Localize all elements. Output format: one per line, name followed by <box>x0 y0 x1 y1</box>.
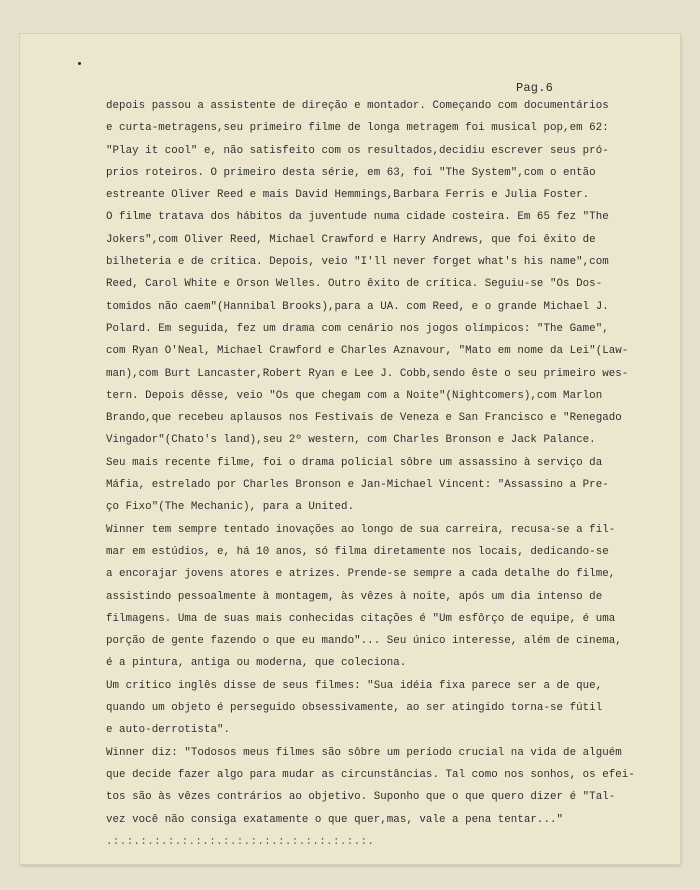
text-line: bilheteria e de crítica. Depois, veio "I'll never forget what's his name",com <box>106 256 609 269</box>
text-line: O filme tratava dos hábitos da juventude numa cidade costeira. Em 65 fez "The <box>106 211 609 224</box>
text-line: e auto-derrotista". <box>106 724 231 737</box>
dotted-end-line: .:.:.:.:.:.:.:.:.:.:.:.:.:.:.:.:.:.:.:. <box>106 835 375 848</box>
text-line: é a pintura, antiga ou moderna, que coleciona. <box>106 657 407 670</box>
text-line: depois passou a assistente de direção e montador. Começando com documentários <box>106 100 609 112</box>
text-line: assistindo pessoalmente à montagem, às vêzes à noite, após um dia intenso de <box>106 590 603 603</box>
text-line: tomidos não caem"(Hannibal Brooks),para a UA. com Reed, e o grande Michael J. <box>106 300 609 313</box>
text-line: Um crítico inglês disse de seus filmes: "Sua idéia fixa parece ser a de que, <box>106 679 603 692</box>
text-line: vez você não consiga exatamente o que quer,mas, vale a pena tentar..." <box>106 813 564 826</box>
text-line: porção de gente fazendo o que eu mando"... Seu único interesse, além de cinema, <box>106 635 622 648</box>
text-line: ço Fixo"(The Mechanic), para a United. <box>106 501 355 514</box>
text-line: estreante Oliver Reed e mais David Hemmings,Barbara Ferris e Julia Foster. <box>106 189 590 202</box>
text-line: Winner diz: "Todosos meus filmes são sôbre um período crucial na vida de alguém <box>106 746 622 759</box>
text-line: Seu mais recente filme, foi o drama policial sôbre um assassino à serviço da <box>106 456 603 469</box>
text-line: mar em estúdios, e, há 10 anos, só filma diretamente nos locais, dedicando-se <box>106 545 609 558</box>
document-body <box>106 95 635 853</box>
text-line: prios roteiros. O primeiro desta série, em 63, foi "The System",com o então <box>106 166 596 179</box>
ink-dot <box>78 62 81 65</box>
text-line: tos são às vêzes contrários ao objetivo. Suponho que o que quero dizer é "Tal- <box>106 791 616 804</box>
text-line: com Ryan O'Neal, Michael Crawford e Charles Aznavour, "Mato em nome da Lei"(Law- <box>106 345 629 358</box>
text-line: Jokers",com Oliver Reed, Michael Crawford e Harry Andrews, que foi êxito de <box>106 233 596 246</box>
text-line: que decide fazer algo para mudar as circunstâncias. Tal como nos sonhos, os efei- <box>106 768 635 781</box>
text-line: Winner tem sempre tentado inovações ao longo de sua carreira, recusa-se a fil- <box>106 523 616 536</box>
text-line: tern. Depois dêsse, veio "Os que chegam com a Noite"(Nightcomers),com Marlon <box>106 389 603 402</box>
text-line: quando um objeto é perseguido obsessivamente, ao ser atingido torna-se fútil <box>106 702 603 715</box>
text-line: man),com Burt Lancaster,Robert Ryan e Lee J. Cobb,sendo êste o seu primeiro wes- <box>106 367 629 380</box>
text-line: Máfia, estrelado por Charles Bronson e Jan-Michael Vincent: "Assassino a Pre- <box>106 479 609 492</box>
text-line: Polard. Em seguida, fez um drama com cenário nos jogos olímpicos: "The Game", <box>106 322 609 335</box>
text-line: "Play it cool" e, não satisfeito com os resultados,decidiu escrever seus pró- <box>106 144 609 157</box>
page-number: Pag.6 <box>516 81 554 95</box>
document-page <box>20 34 680 864</box>
text-line: e curta-metragens,seu primeiro filme de longa metragem foi musical pop,em 62: <box>106 122 609 135</box>
text-line: a encorajar jovens atores e atrizes. Prende-se sempre a cada detalhe do filme, <box>106 568 616 581</box>
text-line: filmagens. Uma de suas mais conhecidas citações é "Um esfôrço de equipe, é uma <box>106 612 616 625</box>
text-line: Brando,que recebeu aplausos nos Festivais de Veneza e San Francisco e "Renegado <box>106 412 622 425</box>
text-line: Reed, Carol White e Orson Welles. Outro êxito de crítica. Seguiu-se "Os Dos- <box>106 278 603 291</box>
text-line: Vingador"(Chato's land),seu 2º western, com Charles Bronson e Jack Palance. <box>106 434 596 447</box>
